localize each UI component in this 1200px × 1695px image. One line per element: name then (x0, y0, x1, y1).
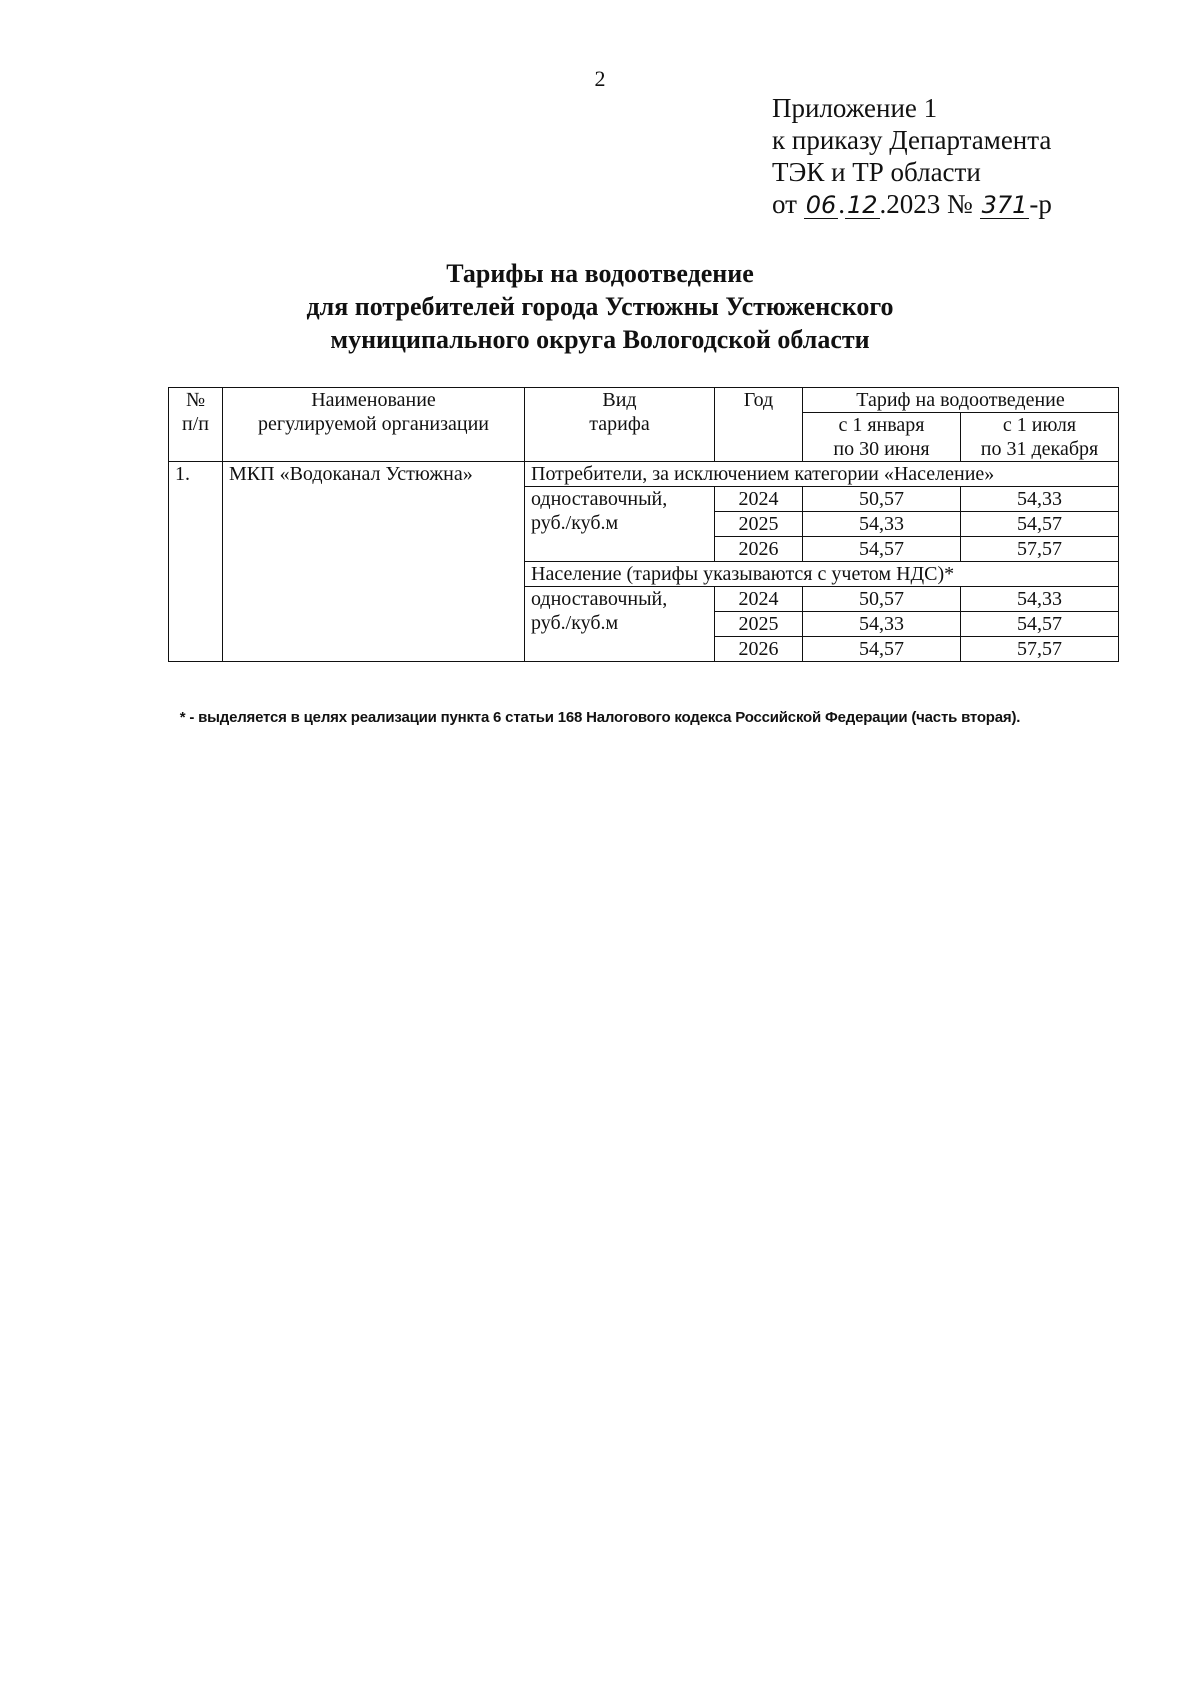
tariff-h1-cell: 54,33 (803, 512, 961, 537)
tariff-h2-cell: 54,33 (961, 587, 1119, 612)
organization-name: МКП «Водоканал Устюжна» (223, 462, 525, 662)
tariff-h1-cell: 54,57 (803, 637, 961, 662)
title-line-3: муниципального округа Вологодской области (330, 325, 870, 354)
tariff-h1-cell: 50,57 (803, 487, 961, 512)
tariff-h2-cell: 54,33 (961, 487, 1119, 512)
handwritten-month: 12 (847, 191, 878, 219)
appendix-line-3: ТЭК и ТР области (772, 157, 981, 187)
date-dot: . (838, 189, 845, 219)
year-cell: 2026 (715, 637, 803, 662)
header-period-2: с 1 июля по 31 декабря (961, 413, 1119, 462)
appendix-date-line (772, 188, 1052, 220)
footnote: * - выделяется в целях реализации пункта 6 статьи 168 Налогового кодекса Российской Федерации (часть вторая). (179, 709, 1021, 726)
year-cell: 2025 (715, 512, 803, 537)
group-title: Потребители, за исключением категории «Население» (525, 462, 1119, 487)
number-sign: № (947, 189, 973, 219)
year-cell: 2024 (715, 587, 803, 612)
header-organization: Наименование регулируемой организации (223, 388, 525, 462)
appendix-line-2: к приказу Департамента (772, 125, 1052, 155)
appendix-line-1: Приложение 1 (772, 93, 938, 123)
page-number: 2 (594, 66, 606, 91)
appendix-header (772, 92, 1052, 220)
header-tariff-type: Вид тарифа (525, 388, 715, 462)
tariff-h2-cell: 57,57 (961, 537, 1119, 562)
group-title: Население (тарифы указываются с учетом НДС)* (525, 562, 1119, 587)
year-cell: 2026 (715, 537, 803, 562)
header-year: Год (715, 388, 803, 462)
tariff-h1-cell: 54,33 (803, 612, 961, 637)
date-year: .2023 (879, 189, 941, 219)
year-cell: 2024 (715, 487, 803, 512)
title-line-1: Тарифы на водоотведение (446, 259, 754, 288)
header-period-1: с 1 января по 30 июня (803, 413, 961, 462)
tariff-h2-cell: 57,57 (961, 637, 1119, 662)
table-row (169, 462, 1119, 487)
handwritten-day: 06 (805, 191, 837, 219)
table-header-row (169, 388, 1119, 413)
tariff-type: одноставочный, руб./куб.м (525, 587, 715, 662)
year-cell: 2025 (715, 612, 803, 637)
document-title (0, 257, 1200, 356)
date-prefix: от (772, 189, 797, 219)
tariff-h2-cell: 54,57 (961, 512, 1119, 537)
tariff-table (168, 387, 1119, 662)
number-suffix: -р (1029, 189, 1052, 219)
tariff-h1-cell: 54,57 (803, 537, 961, 562)
row-number: 1. (169, 462, 223, 662)
tariff-type: одноставочный, руб./куб.м (525, 487, 715, 562)
header-tariff: Тариф на водоотведение (803, 388, 1119, 413)
handwritten-number: 371 (981, 191, 1028, 219)
title-line-2: для потребителей города Устюжны Устюженского (306, 292, 894, 321)
tariff-h2-cell: 54,57 (961, 612, 1119, 637)
tariff-h1-cell: 50,57 (803, 587, 961, 612)
header-number: № п/п (169, 388, 223, 462)
